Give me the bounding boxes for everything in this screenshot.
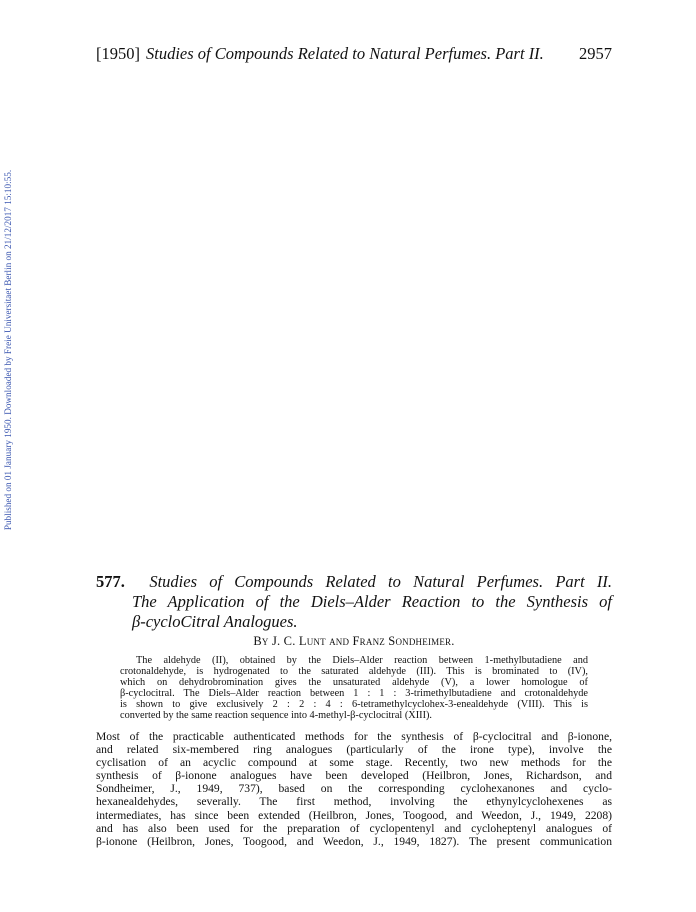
- body-line: hexanealdehydes, severally. The first method, involving the ethynylcyclohexenes as: [96, 795, 612, 809]
- abstract: [120, 656, 588, 721]
- abstract-line: is shown to give exclusively 2 : 2 : 4 : 6-tetramethylcyclohex-3-enealdehyde (VIII). This is: [120, 698, 588, 710]
- abstract-line: converted by the same reaction sequence into 4-methyl-β-cyclocitral (XIII).: [120, 709, 433, 721]
- running-head-year: [1950]: [96, 44, 140, 63]
- body-line: intermediates, has since been extended (Heilbron, Jones, Toogood, and Weedon, J., 1949, 2208): [96, 808, 612, 822]
- running-head: [96, 44, 612, 64]
- body-line: Most of the practicable authenticated methods for the synthesis of β-cyclocitral and β-ionone,: [96, 730, 612, 743]
- abstract-line: β-cyclocitral. The Diels–Alder reaction between 1 : 1 : 3-trimethylbutadiene and crotonaldehyde: [120, 687, 588, 699]
- abstract-line: crotonaldehyde, is hydrogenated to the saturated aldehyde (III). This is brominated to (IV),: [120, 665, 588, 677]
- body-line: and has also been used for the preparation of cyclopentenyl and cycloheptenyl analogues of: [96, 821, 612, 835]
- body-line: and related six-membered ring analogues (particularly of the irone type), involve the: [96, 743, 612, 757]
- body-line: synthesis of β-ionone analogues have been developed (Heilbron, Jones, Richardson, and: [96, 769, 612, 783]
- body-line: Sondheimer, J., 1949, 737), based on the corresponding cyclohexanones and cyclo-: [96, 782, 612, 796]
- running-head-title: Studies of Compounds Related to Natural Perfumes. Part II.: [146, 44, 544, 63]
- article-number: 577.: [96, 572, 125, 591]
- body-text: [96, 730, 612, 848]
- title-line-3: β-cycloCitral Analogues.: [132, 612, 298, 631]
- abstract-line: The aldehyde (II), obtained by the Diels–Alder reaction between 1-methylbutadiene and: [136, 655, 588, 666]
- byline: By J. C. Lunt and Franz Sondheimer.: [253, 634, 455, 648]
- body-line: cyclisation of an acyclic compound at some stage. Recently, two new methods for the: [96, 756, 612, 770]
- publication-notice-link[interactable]: Published on 01 January 1950. Downloaded by Freie Universitaet Berlin on 21/12/2017 15:10:55.: [3, 169, 13, 531]
- page-number: 2957: [579, 44, 612, 63]
- abstract-line: which on dehydrobromination gives the unsaturated aldehyde (V), a lower homologue of: [120, 676, 588, 688]
- title-line-1: [96, 572, 612, 592]
- body-line: β-ionone (Heilbron, Jones, Toogood, and Weedon, J., 1949, 1827). The present communication: [96, 834, 612, 848]
- title-line-1-text: Studies of Compounds Related to Natural Perfumes. Part II.: [149, 572, 612, 591]
- title-line-2: The Application of the Diels–Alder Reaction to the Synthesis of: [132, 592, 612, 611]
- article-title: [96, 572, 612, 632]
- publication-notice-sidebar[interactable]: [0, 130, 16, 570]
